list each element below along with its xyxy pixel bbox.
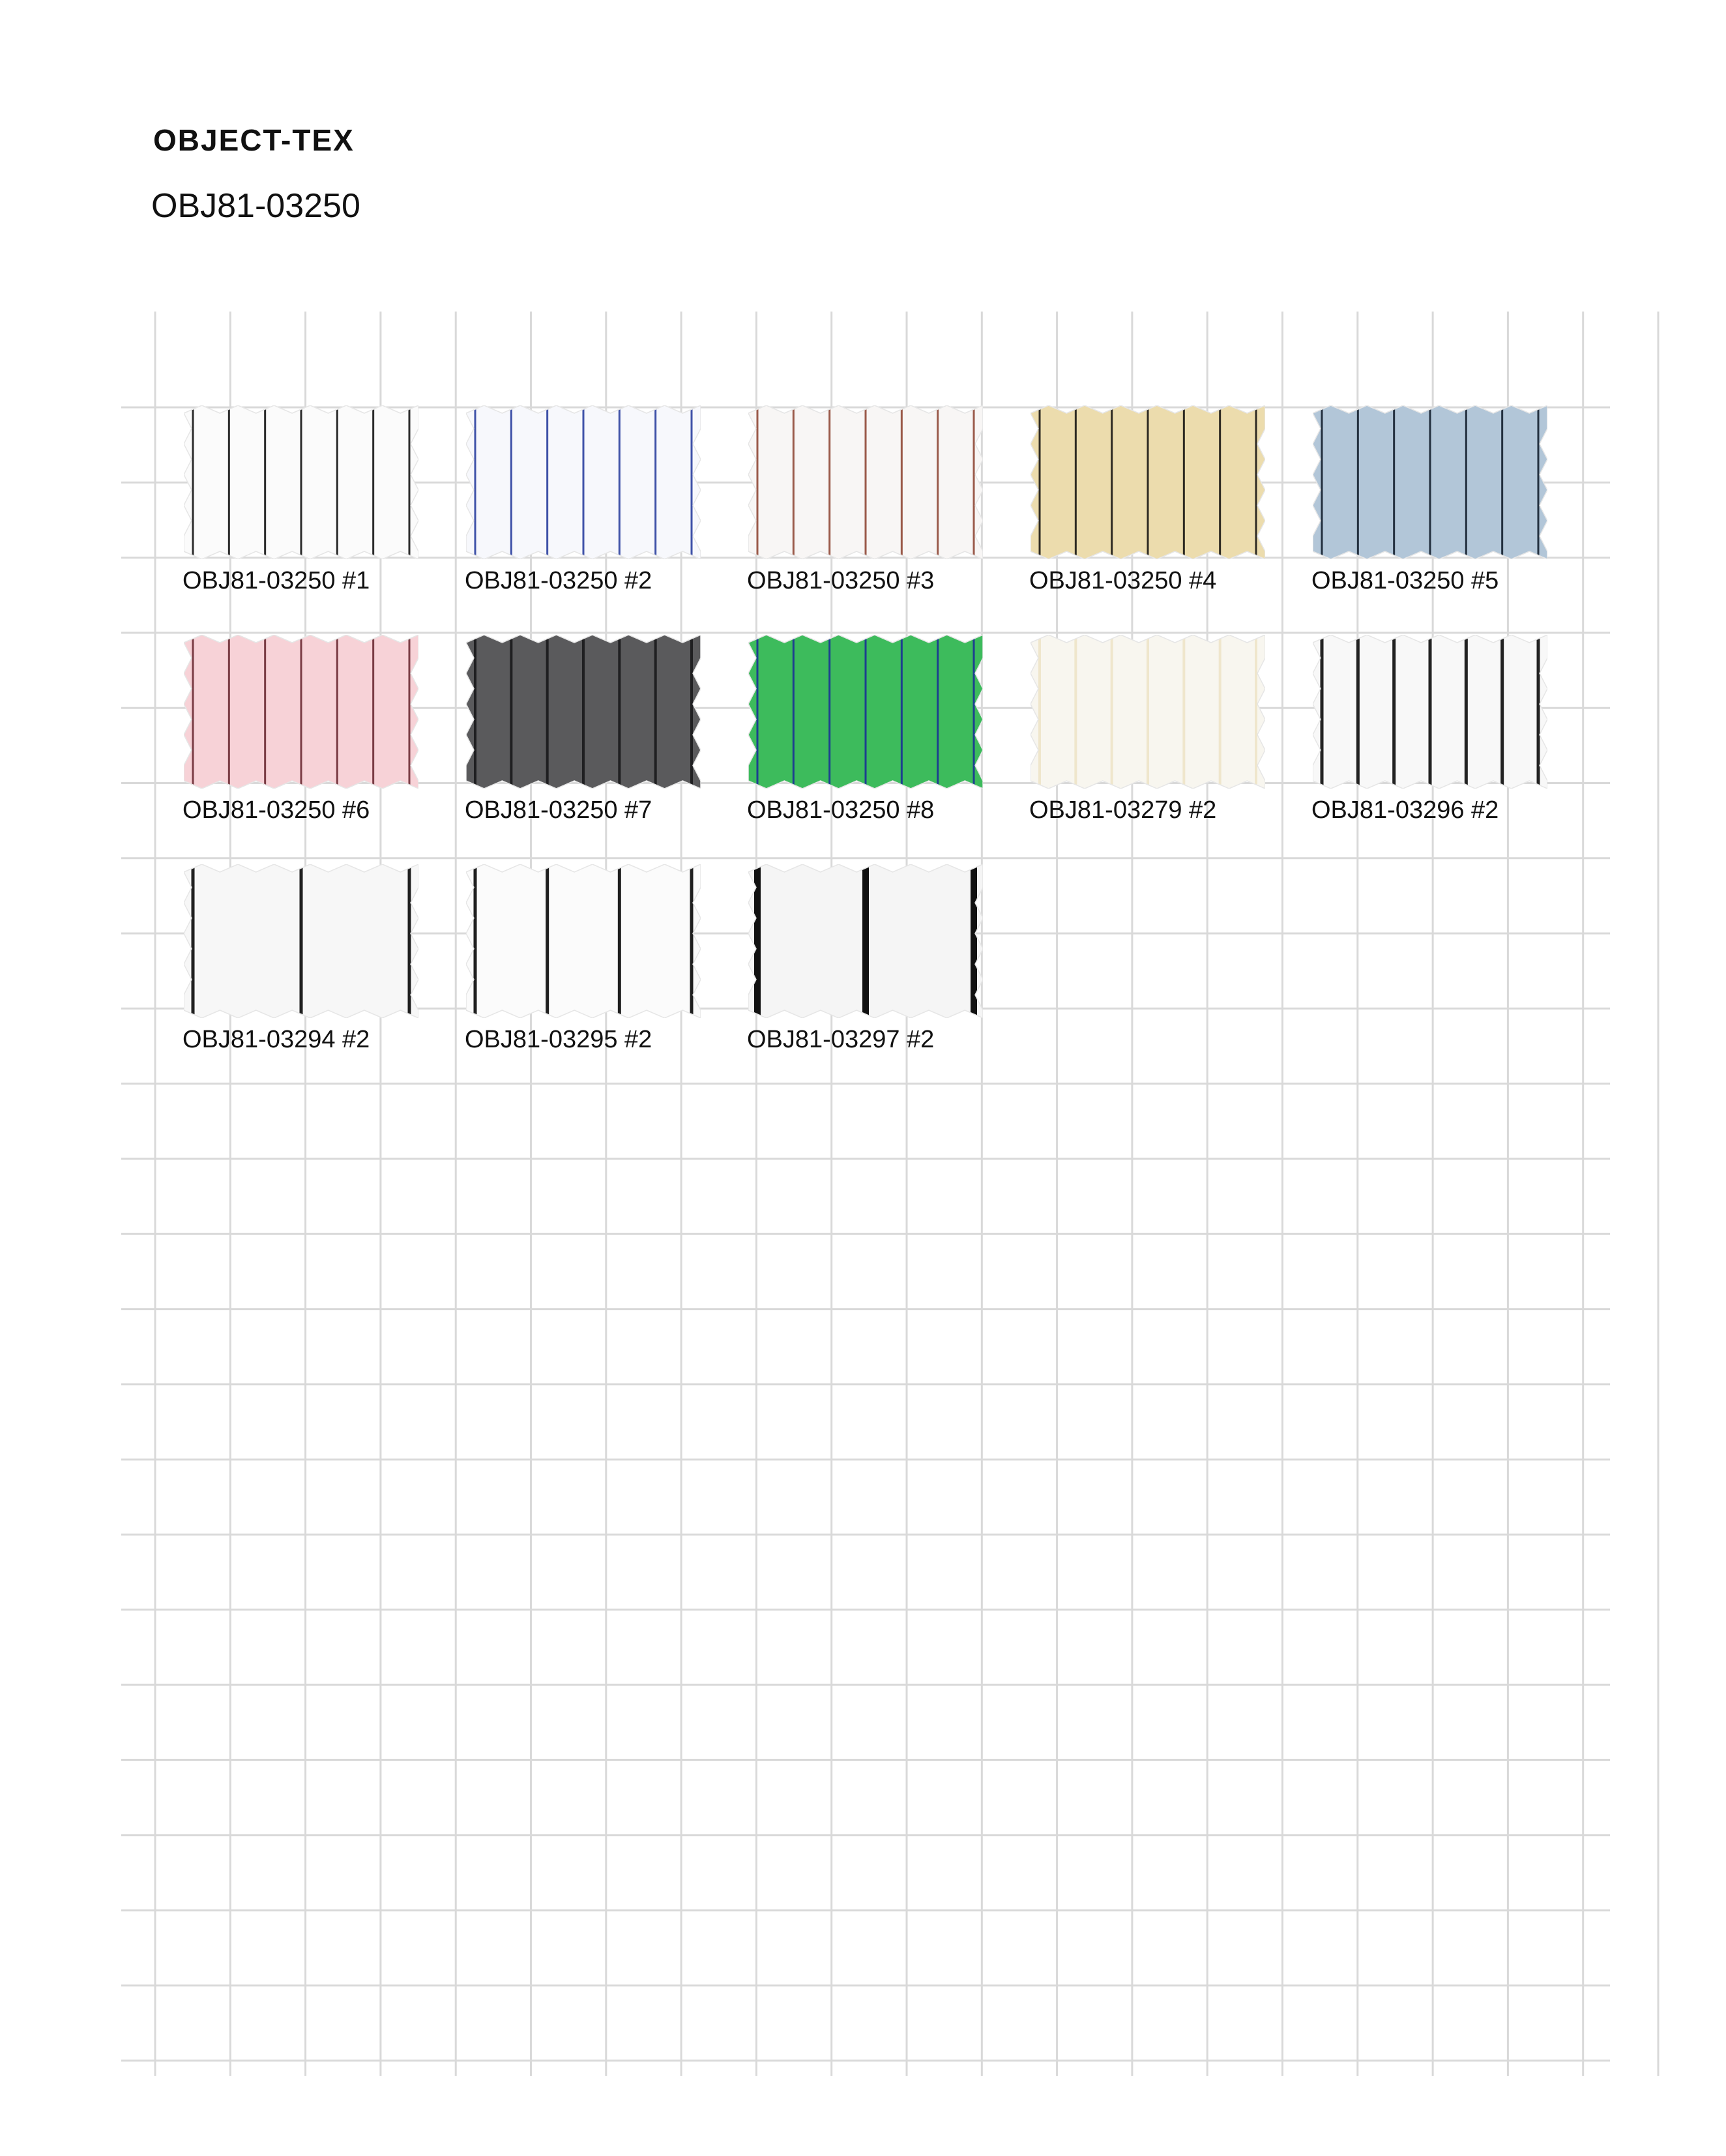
fabric-stripe [654,405,656,559]
fabric-stripe [1465,635,1468,789]
fabric-stripe [409,635,411,789]
fabric-stripe [510,635,512,789]
fabric-swatch[interactable] [184,405,418,559]
fabric-stripe [1039,405,1041,559]
fabric-stripe [228,405,230,559]
fabric-stripe [372,405,374,559]
fabric-swatch[interactable] [748,635,983,789]
fabric-stripe [901,405,903,559]
fabric-stripe [1183,405,1185,559]
collection-code: OBJ81-03250 [151,187,360,225]
fabric-swatch-image [1313,635,1547,789]
fabric-stripe [757,635,759,789]
fabric-swatch[interactable] [1031,635,1265,789]
fabric-stripe [192,405,194,559]
fabric-swatch[interactable] [466,864,701,1018]
fabric-stripe [1219,405,1221,559]
fabric-stripe [583,405,585,559]
fabric-stripe [1182,635,1185,789]
fabric-stripe [372,635,374,789]
fabric-stripe [510,405,512,559]
fabric-stripe [1074,635,1077,789]
fabric-swatch[interactable] [1313,635,1547,789]
fabric-swatch-image [1313,405,1547,559]
swatch-label: OBJ81-03294 #2 [183,1026,370,1053]
fabric-stripe [619,405,621,559]
fabric-swatch-image [466,864,701,1018]
fabric-stripe [1500,635,1504,789]
swatch-label: OBJ81-03250 #2 [465,567,652,594]
fabric-stripe [828,405,830,559]
fabric-stripe [1501,405,1503,559]
fabric-stripe [971,864,977,1018]
fabric-stripe [475,405,476,559]
fabric-swatch[interactable] [184,864,418,1018]
fabric-stripe [757,405,759,559]
fabric-swatch-image [748,405,983,559]
fabric-stripe [1219,635,1221,789]
fabric-stripe [1392,635,1396,789]
fabric-stripe [691,405,693,559]
fabric-swatch[interactable] [748,405,983,559]
fabric-swatch-image [184,864,418,1018]
swatch-label: OBJ81-03250 #3 [747,567,935,594]
fabric-swatch-image [1031,635,1265,789]
fabric-stripe [300,864,303,1018]
fabric-stripe [546,864,549,1018]
fabric-swatch-image [184,405,418,559]
fabric-stripe [1111,635,1113,789]
fabric-stripe [862,864,869,1018]
fabric-stripe [937,405,939,559]
swatch-label: OBJ81-03250 #1 [183,567,370,594]
fabric-stripe [336,635,338,789]
fabric-stripe [618,864,621,1018]
fabric-stripe [264,635,266,789]
fabric-swatch-image [748,635,983,789]
fabric-swatch-image [1031,405,1265,559]
fabric-stripe [937,635,939,789]
fabric-stripe [300,635,302,789]
fabric-ground [466,864,701,1018]
fabric-stripe [793,635,795,789]
fabric-swatch[interactable] [184,635,418,789]
brand-title: OBJECT-TEX [153,123,355,157]
swatch-label: OBJ81-03279 #2 [1029,796,1217,824]
fabric-stripe [300,405,302,559]
fabric-swatch[interactable] [466,405,701,559]
fabric-swatch-image [466,635,701,789]
fabric-stripe [754,864,761,1018]
fabric-stripe [973,635,975,789]
fabric-stripe [828,635,830,789]
fabric-swatch-image [466,405,701,559]
fabric-stripe [865,635,867,789]
fabric-stripe [192,635,194,789]
fabric-swatch[interactable] [748,864,983,1018]
swatch-label: OBJ81-03296 #2 [1311,796,1499,824]
fabric-stripe [1357,405,1359,559]
fabric-stripe [546,405,548,559]
fabric-stripe [654,635,657,789]
fabric-stripe [336,405,338,559]
swatch-label: OBJ81-03295 #2 [465,1026,652,1053]
fabric-stripe [1255,405,1257,559]
fabric-stripe [901,635,903,789]
fabric-stripe [1393,405,1395,559]
fabric-stripe [264,405,266,559]
fabric-stripe [1321,405,1323,559]
fabric-swatch[interactable] [1313,405,1547,559]
fabric-stripe [1147,405,1149,559]
fabric-stripe [1465,405,1467,559]
swatch-label: OBJ81-03250 #4 [1029,567,1217,594]
fabric-stripe [409,405,411,559]
swatch-label: OBJ81-03250 #7 [465,796,652,824]
fabric-stripe [1111,405,1113,559]
swatch-label: OBJ81-03250 #8 [747,796,935,824]
fabric-stripe [1429,635,1432,789]
fabric-stripe [865,405,867,559]
fabric-stripe [1147,635,1149,789]
fabric-stripe [1429,405,1431,559]
swatch-label: OBJ81-03250 #6 [183,796,370,824]
swatch-label: OBJ81-03250 #5 [1311,567,1499,594]
swatch-label: OBJ81-03297 #2 [747,1026,935,1053]
fabric-stripe [1538,405,1540,559]
fabric-stripe [1075,405,1077,559]
fabric-stripe [582,635,585,789]
fabric-swatch[interactable] [1031,405,1265,559]
fabric-stripe [618,635,621,789]
fabric-swatch[interactable] [466,635,701,789]
fabric-stripe [228,635,230,789]
fabric-stripe [546,635,549,789]
fabric-stripe [973,405,975,559]
fabric-stripe [1356,635,1360,789]
fabric-swatch-image [184,635,418,789]
fabric-swatch-image [748,864,983,1018]
fabric-stripe [793,405,795,559]
